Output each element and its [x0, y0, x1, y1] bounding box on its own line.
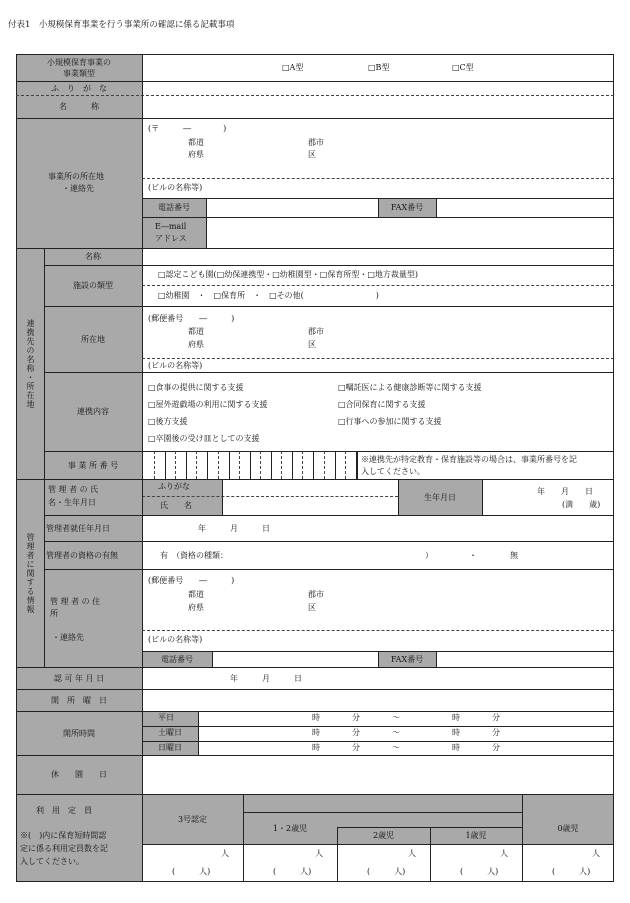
content-option-backup[interactable]: □後方支援 — [148, 417, 188, 426]
age-0-label: 0歳児 — [557, 823, 579, 833]
birth-date-value[interactable]: 年 月 日 — [537, 487, 593, 496]
manager-fax-input[interactable] — [436, 651, 614, 667]
cert3-label: 3号認定 — [177, 815, 208, 824]
manager-gunshi: 郡市 — [308, 590, 324, 599]
open-hours-tilde: ～ — [392, 728, 400, 737]
open-hours-start-minute[interactable]: 分 — [352, 728, 360, 737]
furigana-input[interactable] — [142, 81, 614, 95]
office-fuken: 府県 — [188, 150, 204, 159]
renkei-content-label: 連携内容 — [77, 407, 109, 416]
age-1-2-label: 1・2歳児 — [272, 823, 308, 833]
office-fax-label: FAX番号 — [390, 203, 424, 212]
manager-building[interactable]: (ビルの名称等) — [148, 635, 203, 644]
facility-type-option-2[interactable]: □幼稚園 ・ □保育所 ・ □その他( ) — [158, 291, 379, 300]
office-number-note-1: ※連携先が特定教育・保育施設等の場合は、事業所番号を記 — [361, 455, 577, 464]
capacity-short-hours[interactable]: ( 人) — [460, 867, 499, 876]
name-label: 名 称 — [59, 102, 99, 111]
qualification-yes[interactable]: 有 （資格の種類： — [160, 551, 228, 560]
type-option-b[interactable]: □B型 — [368, 63, 390, 72]
capacity-unit[interactable]: 人 — [315, 849, 323, 858]
qualification-label: 管理者の資格の有無 — [46, 550, 118, 560]
manager-name-label-1: 管 理 者 の 氏 — [48, 485, 99, 494]
capacity-label: 利 用 定 員 — [36, 806, 92, 815]
approval-date-value[interactable]: 年 月 日 — [230, 674, 302, 683]
renkei-side-label: 連携先の名称・所在地 — [26, 318, 35, 409]
open-days-label: 開 所 曜 日 — [51, 695, 107, 705]
office-number-digit-divider — [196, 451, 197, 479]
office-contact-label: ・連絡先 — [62, 184, 94, 193]
open-hours-start-hour[interactable]: 時 — [312, 713, 320, 722]
office-phone-label: 電話番号 — [158, 203, 190, 212]
capacity-unit[interactable]: 人 — [408, 849, 416, 858]
content-option-meal[interactable]: □食事の提供に関する支援 — [148, 383, 244, 392]
office-fax-input[interactable] — [436, 198, 614, 217]
manager-shimei-label: 氏 名 — [160, 501, 192, 510]
manager-contact-label: ・連絡先 — [52, 633, 84, 642]
renkei-name-label: 名称 — [85, 252, 101, 261]
manager-address-label-1: 管 理 者 の 住 — [50, 597, 101, 606]
office-number-note-2: 入してください。 — [361, 467, 425, 476]
renkei-gunshi: 郡市 — [308, 327, 324, 336]
office-number-digit-divider — [154, 451, 155, 479]
type-option-a[interactable]: □A型 — [282, 63, 304, 72]
manager-furigana-input[interactable] — [222, 479, 398, 496]
manager-postal[interactable]: (郵便番号 ― ) — [148, 576, 235, 585]
open-hours-start-minute[interactable]: 分 — [352, 713, 360, 722]
manager-address-label-2: 所 — [50, 609, 58, 618]
renkei-address-label: 所在地 — [81, 334, 105, 344]
office-number-digit-border — [186, 451, 187, 479]
manager-furigana-label: ふりがな — [158, 482, 190, 491]
age-value[interactable]: (満 歳) — [562, 500, 601, 509]
furigana-label: ふ り が な — [51, 83, 107, 93]
open-hours-end-hour[interactable]: 時 — [452, 713, 460, 722]
manager-ku: 区 — [308, 603, 316, 612]
office-number-digit-divider — [239, 451, 240, 479]
office-todo: 都道 — [188, 138, 204, 147]
office-email-input[interactable] — [206, 217, 614, 248]
capacity-short-hours[interactable]: ( 人) — [552, 867, 591, 876]
office-number-digit-border — [229, 451, 230, 479]
office-building[interactable]: (ビルの名称等) — [148, 183, 203, 192]
holiday-input[interactable] — [142, 755, 614, 794]
open-hours-label: 開所時間 — [63, 728, 95, 738]
open-hours-tilde: ～ — [392, 743, 400, 752]
manager-name-input[interactable] — [222, 496, 398, 515]
office-number-digit-border — [313, 451, 314, 479]
open-hours-day-label: 日曜日 — [158, 743, 182, 752]
open-hours-end-hour[interactable]: 時 — [452, 728, 460, 737]
office-number-label: 事 業 所 番 号 — [67, 460, 119, 470]
age-2-label: 2歳児 — [372, 831, 395, 840]
capacity-short-hours[interactable]: ( 人) — [367, 867, 406, 876]
facility-type-option-1[interactable]: □認定こども園(□幼保連携型・□幼稚園型・□保育所型・□地方裁量型) — [158, 270, 419, 279]
age-1-label: 1歳児 — [465, 831, 487, 840]
type-label: 小規模保育事業の事業類型 — [47, 57, 111, 78]
qualification-no[interactable]: 無 — [510, 551, 518, 560]
open-hours-start-hour[interactable]: 時 — [312, 728, 320, 737]
open-hours-start-hour[interactable]: 時 — [312, 743, 320, 752]
manager-phone-input[interactable] — [212, 651, 378, 667]
office-email-label-1: E―mail — [155, 222, 187, 231]
content-option-graduation[interactable]: □卒園後の受け皿としての支援 — [148, 434, 260, 443]
office-number-digit-divider — [324, 451, 325, 479]
manager-side-label: 管理者に関する情報 — [26, 532, 35, 614]
open-hours-start-minute[interactable]: 分 — [352, 743, 360, 752]
office-number-digit-border — [165, 451, 166, 479]
office-number-digit-border — [335, 451, 336, 479]
manager-fuken: 府県 — [188, 603, 204, 612]
open-hours-end-minute[interactable]: 分 — [492, 713, 500, 722]
office-postal[interactable]: (〒 ― ) — [148, 124, 227, 133]
office-number-digit-divider — [175, 451, 176, 479]
office-number-digit-divider — [302, 451, 303, 479]
renkei-fuken: 府県 — [188, 340, 204, 349]
office-number-digit-border — [207, 451, 208, 479]
facility-type-label: 施設の類型 — [73, 281, 113, 290]
open-hours-end-minute[interactable]: 分 — [492, 743, 500, 752]
renkei-postal[interactable]: (郵便番号 ― ) — [148, 314, 235, 323]
capacity-short-hours[interactable]: ( 人) — [273, 867, 312, 876]
office-number-digit-divider — [345, 451, 346, 479]
qualification-dot: ・ — [469, 551, 477, 560]
open-hours-tilde: ～ — [392, 713, 400, 722]
birth-date-label: 生年月日 — [424, 492, 456, 502]
office-number-digit-border — [271, 451, 272, 479]
open-hours-end-hour[interactable]: 時 — [452, 743, 460, 752]
capacity-short-hours[interactable]: ( 人) — [172, 867, 211, 876]
manager-name-label-2: 名・生年月日 — [48, 498, 96, 507]
office-gunshi: 郡市 — [308, 138, 324, 147]
renkei-todo: 都道 — [188, 327, 204, 336]
qualification-close-paren: ） — [425, 551, 433, 560]
name-input[interactable] — [142, 95, 614, 118]
content-option-playground[interactable]: □屋外遊戯場の利用に関する支援 — [148, 400, 268, 409]
office-number-digit-divider — [260, 451, 261, 479]
office-number-digit-border — [356, 451, 357, 479]
office-ku: 区 — [308, 150, 316, 159]
capacity-unit[interactable]: 人 — [592, 849, 600, 858]
office-email-label-2: アドレス — [155, 234, 187, 243]
office-phone-input[interactable] — [206, 198, 378, 217]
manager-fax-label: FAX番号 — [390, 654, 424, 664]
capacity-note-1: ※( )内に保育短時間認 — [20, 831, 107, 840]
open-hours-day-label: 土曜日 — [158, 728, 182, 737]
manager-phone-label: 電話番号 — [161, 654, 193, 664]
capacity-note-3: 入してください。 — [20, 857, 84, 866]
office-number-digit-border — [250, 451, 251, 479]
office-number-digit-divider — [281, 451, 282, 479]
capacity-unit[interactable]: 人 — [221, 849, 229, 858]
open-hours-end-minute[interactable]: 分 — [492, 728, 500, 737]
form-title: 付表1 小規模保育事業を行う事業所の確認に係る記載事項 — [8, 20, 235, 30]
approval-date-label: 認 可 年 月 日 — [53, 673, 105, 683]
open-hours-day-label: 平日 — [158, 713, 174, 722]
open-days-input[interactable] — [142, 689, 614, 711]
office-number-digit-divider — [218, 451, 219, 479]
appointed-date-label: 管理者就任年月日 — [46, 523, 110, 533]
capacity-unit[interactable]: 人 — [500, 849, 508, 858]
renkei-building[interactable]: (ビルの名称等) — [148, 361, 203, 370]
holiday-label: 休 園 日 — [51, 770, 107, 779]
renkei-ku: 区 — [308, 340, 316, 349]
office-number-digit-border — [292, 451, 293, 479]
capacity-note-2: 定に係る利用定員数を記 — [20, 844, 108, 853]
content-option-doctor[interactable]: □嘱託医による健康診断等に関する支援 — [338, 383, 482, 392]
type-option-c[interactable]: □C型 — [452, 63, 474, 72]
content-option-joint[interactable]: □合同保育に関する支援 — [338, 400, 426, 409]
office-address-label: 事業所の所在地 — [48, 172, 104, 181]
content-option-event[interactable]: □行事への参加に関する支援 — [338, 417, 442, 426]
renkei-name-input[interactable] — [142, 248, 614, 265]
appointed-date-value[interactable]: 年 月 日 — [198, 524, 270, 533]
manager-todo: 都道 — [188, 590, 204, 599]
